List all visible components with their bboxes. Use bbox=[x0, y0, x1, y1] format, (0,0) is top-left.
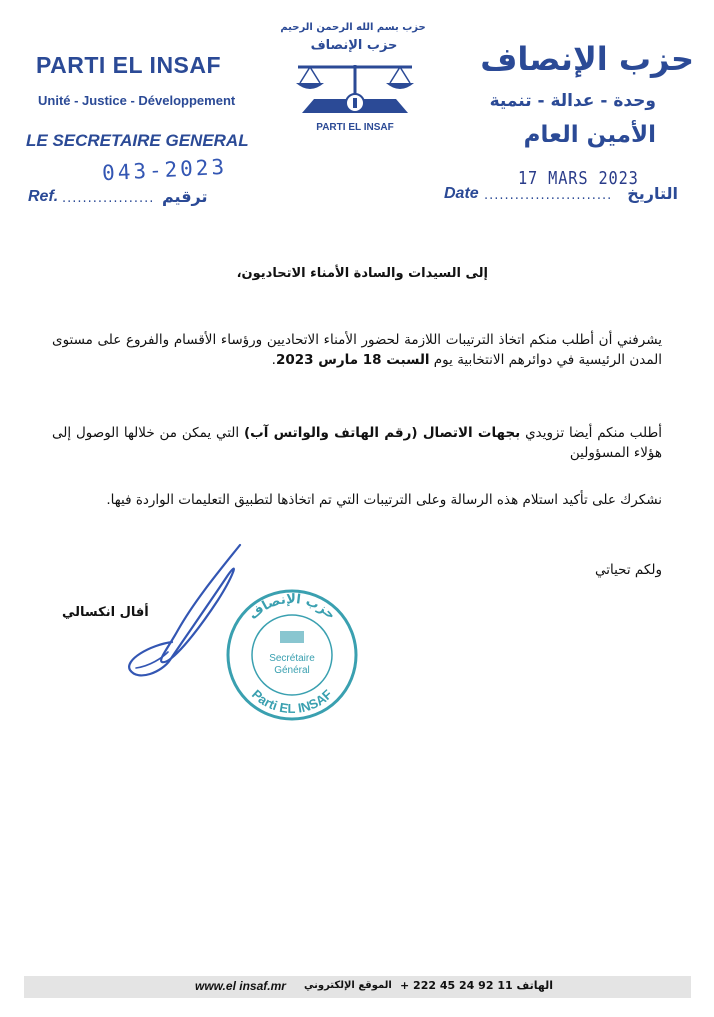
closing: ولكم تحياتي bbox=[594, 562, 662, 578]
scales-logo-icon bbox=[288, 55, 422, 123]
paragraph-1 bbox=[52, 330, 662, 370]
svg-text:حزب الإنصاف bbox=[246, 592, 338, 623]
date-label: Date bbox=[444, 185, 479, 202]
stamp-emblem-icon bbox=[280, 631, 304, 643]
paragraph-1-text: يشرفني أن أطلب منكم اتخاذ الترتيبات اللازمة لحضور الأمناء الاتحاديين ورؤساء الأقسام والفروع على مستوى المدن الرئيسية في دوائرهم الانتخابية يوم bbox=[52, 332, 662, 368]
date-label-ar: التاريخ bbox=[627, 184, 678, 203]
party-name-ar: حزب الإنصاف bbox=[480, 40, 694, 78]
footer-website[interactable]: www.el insaf.mr bbox=[195, 979, 286, 993]
footer-site-label: الموقع الإلكتروني bbox=[304, 980, 392, 991]
basmala: حزب بسم الله الرحمن الرحيم bbox=[280, 22, 426, 33]
footer-phone: الهاتف 11 92 24 45 222 + bbox=[400, 979, 553, 992]
paragraph-2-end: التي يمكن من خلالها الوصول إلى هؤلاء المسؤولين bbox=[52, 425, 662, 461]
stamp-top-text: حزب الإنصاف bbox=[246, 591, 339, 623]
stamp-bottom-text: Parti EL INSAF bbox=[248, 686, 336, 717]
meeting-date: السبت 18 مارس 2023 bbox=[275, 352, 430, 368]
logo-text-fr: PARTI EL INSAF bbox=[316, 122, 394, 133]
paragraph-3: نشكرك على تأكيد استلام هذه الرسالة وعلى الترتيبات التي تم اتخاذها لتطبيق التعليمات الواردة فيها. bbox=[106, 492, 662, 508]
paragraph-2-text: أطلب منكم أيضا تزويدي bbox=[520, 425, 662, 441]
contact-details: بجهات الاتصال (رقم الهاتف والواتس آب) bbox=[244, 425, 521, 441]
salutation: إلى السيدات والسادة الأمناء الاتحاديون، bbox=[236, 266, 488, 281]
party-motto-fr: Unité - Justice - Développement bbox=[38, 93, 236, 108]
ref-number: 043-2023 bbox=[101, 154, 228, 186]
secretary-general-fr: LE SECRETAIRE GENERAL bbox=[26, 131, 249, 150]
secretary-general-ar: الأمين العام bbox=[523, 122, 656, 148]
ref-label: Ref. bbox=[28, 188, 59, 205]
paragraph-1-end: . bbox=[271, 352, 276, 368]
party-motto-ar: وحدة - عدالة - تنمية bbox=[489, 91, 656, 111]
party-name-fr: PARTI EL INSAF bbox=[36, 52, 222, 78]
signer-name: أفال انكسالي bbox=[62, 605, 149, 620]
date-dots: ......................... bbox=[484, 188, 613, 203]
logo-text-ar: حزب الإنصاف bbox=[310, 38, 398, 53]
ref-label-ar: ترقيم bbox=[162, 187, 208, 206]
ref-dots: .................. bbox=[62, 191, 155, 206]
stamp-line-2: Général bbox=[274, 665, 310, 676]
official-stamp bbox=[222, 585, 362, 725]
date-stamp: 17 MARS 2023 bbox=[518, 168, 639, 189]
paragraph-2 bbox=[52, 423, 662, 463]
stamp-line-1: Secrétaire bbox=[269, 653, 315, 664]
